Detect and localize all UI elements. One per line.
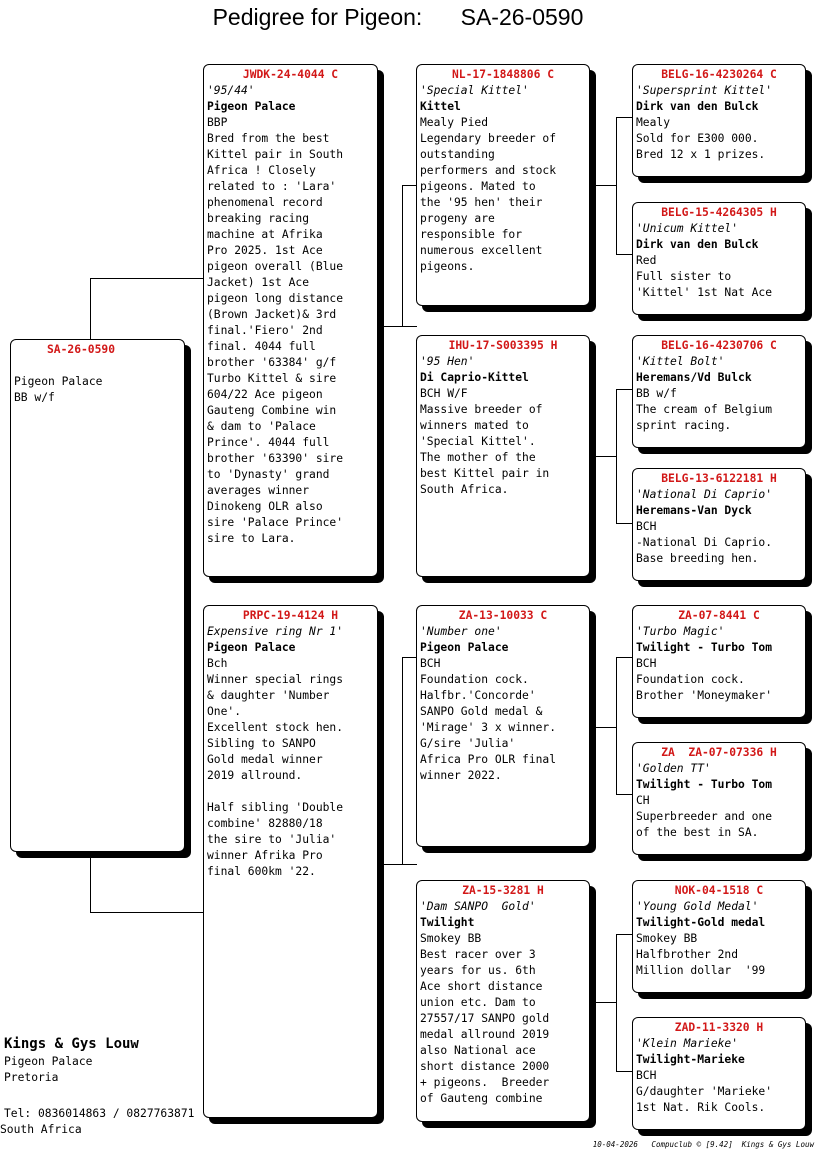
owner: Twilight-Marieke (636, 1053, 745, 1066)
ring-number: JWDK-24-4044 C (242, 68, 339, 81)
connector-dam-dd (402, 864, 417, 865)
sire-card[interactable] (203, 64, 378, 577)
owner: Dirk van den Bulck (636, 100, 759, 113)
owner: Twilight - Turbo Tom (636, 778, 773, 791)
colour: BCH (636, 657, 657, 670)
breeder-name: Kings & Gys Louw (4, 1036, 139, 1052)
notes: G/daughter 'Marieke' 1st Nat. Rik Cools. (636, 1085, 773, 1114)
colour: CH (636, 794, 650, 807)
owner: Kittel (420, 100, 461, 113)
notes: Legendary breeder of outstanding performers and stock pigeons. Mated to the '95 hen' their progeny are responsible for numerous excellent pigeons. (420, 132, 557, 273)
notes: Full sister to 'Kittel' 1st Nat Ace (636, 270, 773, 299)
notes: Halfbrother 2nd Million dollar '99 (636, 948, 766, 977)
pigeon-name: 'Klein Marieke' (636, 1037, 739, 1050)
connector-dd-ddd (616, 1071, 632, 1072)
notes: Sold for E300 000. Bred 12 x 1 prizes. (636, 132, 766, 161)
notes: -National Di Caprio. Base breeding hen. (636, 536, 773, 565)
pigeon-name: '95/44' (207, 84, 255, 97)
notes: Foundation cock. Halfbr.'Concorde' SANPO Gold medal & 'Mirage' 3 x winner. G/sire 'Julia' Africa Pro OLR final winner 2022. (420, 673, 557, 782)
owner: Pigeon Palace (14, 375, 103, 388)
pigeon-name: 'National Di Caprio' (636, 488, 773, 501)
connector-ds-dsd (616, 794, 632, 795)
owner: Twilight (420, 916, 475, 929)
owner: Pigeon Palace (420, 641, 509, 654)
connector-sd-sdd (616, 523, 632, 524)
connector-dam-v (402, 657, 403, 865)
ring-number: NL-17-1848806 C (451, 68, 555, 81)
pigeon-name: 'Supersprint Kittel' (636, 84, 773, 97)
pigeon-name: '95 Hen' (420, 355, 475, 368)
pigeon-name: 'Turbo Magic' (636, 625, 725, 638)
connector-ds-dss (616, 657, 632, 658)
colour: BCH W/F (420, 387, 468, 400)
colour: Mealy Pied (420, 116, 489, 129)
page-title: Pedigree for Pigeon: SA-26-0590 (212, 4, 584, 30)
connector-subject-dam-h (90, 912, 204, 913)
pigeon-name: 'Kittel Bolt' (636, 355, 725, 368)
dam-dam-card[interactable] (416, 880, 590, 1122)
ring-number: BELG-13-6122181 H (661, 472, 777, 485)
pigeon-name: Expensive ring Nr 1' (207, 625, 344, 638)
connector-sire (378, 326, 402, 327)
owner: Pigeon Palace (207, 641, 296, 654)
connector-subject-sire-h (90, 278, 204, 279)
ring-number: BELG-16-4230264 C (661, 68, 777, 81)
connector-dd-dds (616, 934, 632, 935)
pigeon-name: 'Number one' (420, 625, 502, 638)
connector-dam-ds (402, 657, 417, 658)
breeder-info (4, 1034, 214, 1086)
dss-card[interactable] (632, 605, 806, 718)
colour: Smokey BB (636, 932, 698, 945)
connector-subject-dam (90, 852, 91, 913)
ring-number: ZA-13-10033 C (458, 609, 548, 622)
breeder-country: South Africa (0, 1123, 82, 1136)
connector-sd-sds (616, 389, 632, 390)
owner: Pigeon Palace (207, 100, 296, 113)
owner: Di Caprio-Kittel (420, 371, 529, 384)
ring-number: ZAD-11-3320 H (674, 1021, 764, 1034)
notes: Superbreeder and one of the best in SA. (636, 810, 773, 839)
ring-number: PRPC-19-4124 H (242, 609, 339, 622)
dds-card[interactable] (632, 880, 806, 993)
connector-ds-v (616, 657, 617, 795)
colour: BB w/f (14, 391, 55, 404)
dam-card[interactable] (203, 605, 378, 1118)
connector-sire-sd (402, 326, 417, 327)
ssd-card[interactable] (632, 202, 806, 315)
sss-card[interactable] (632, 64, 806, 177)
pigeon-name: 'Unicum Kittel' (636, 222, 739, 235)
dam-sire-card[interactable] (416, 605, 590, 847)
owner: Twilight - Turbo Tom (636, 641, 773, 654)
connector-ss-sss (616, 117, 632, 118)
connector-ds (590, 727, 616, 728)
breeder-city: Pretoria (4, 1071, 59, 1084)
colour: BB w/f (636, 387, 677, 400)
connector-dam (378, 864, 402, 865)
notes: The cream of Belgium sprint racing. (636, 403, 773, 432)
connector-sire-ss (402, 185, 417, 186)
ring-number: BELG-15-4264305 H (661, 206, 777, 219)
pigeon-name: 'Golden TT' (636, 762, 711, 775)
owner: Heremans-Van Dyck (636, 504, 752, 517)
ring-number: IHU-17-S003395 H (448, 339, 558, 352)
notes: Best racer over 3 years for us. 6th Ace short distance union etc. Dam to 27557/17 SANPO gold medal allround 2019 also National ace short distance 2000 + pigeons. Breeder of Gauteng combine (420, 948, 550, 1105)
colour: BCH (420, 657, 441, 670)
connector-sd-v (616, 389, 617, 524)
ring-number: ZA-07-8441 C (678, 609, 760, 622)
subject-card[interactable] (10, 339, 185, 852)
pigeon-name: 'Dam SANPO Gold' (420, 900, 536, 913)
owner: Heremans/Vd Bulck (636, 371, 752, 384)
ring-number: ZA ZA-07-07336 H (661, 746, 777, 759)
breeder-telephone: Tel: 0836014863 / 0827763871 (4, 1107, 195, 1120)
notes: Foundation cock. Brother 'Moneymaker' (636, 673, 773, 702)
ring-number: ZA-15-3281 H (462, 884, 544, 897)
owner: Dirk van den Bulck (636, 238, 759, 251)
colour: BBP (207, 116, 228, 129)
connector-subject-sire (90, 278, 91, 340)
sdd-card[interactable] (632, 468, 806, 581)
pigeon-name: 'Special Kittel' (420, 84, 529, 97)
connector-ss (590, 185, 616, 186)
colour: Bch (207, 657, 228, 670)
notes: Bred from the best Kittel pair in South Africa ! Closely related to : 'Lara' phenomenal record breaking racing machine at Afrika Pro 2025. 1st Ace pigeon overall (Blue Jacket) 1st Ace pigeon long distance (Brown Jacket)& 3rd final.'Fiero' 2nd final. 4044 full brother '63384' g/f Turbo Kittel & sire 604/22 Ace pigeon Gauteng Combine win & dam to 'Palace Prince'. 4044 full brother '63390' sire to 'Dynasty' grand averages winner Dinokeng OLR also sire 'Palace Prince' sire to Lara. (207, 132, 344, 545)
connector-dd (590, 1002, 616, 1003)
footer-credit: 10-04-2026 Compuclub © [9.42] Kings & Gys Louw (592, 1140, 814, 1149)
sire-dam-card[interactable] (416, 335, 590, 577)
ring-number: BELG-16-4230706 C (661, 339, 777, 352)
ring-number: SA-26-0590 (47, 343, 116, 356)
colour: BCH (636, 520, 657, 533)
ddd-card[interactable] (632, 1017, 806, 1130)
dsd-card[interactable] (632, 742, 806, 855)
ring-number: NOK-04-1518 C (674, 884, 764, 897)
connector-sire-v (402, 185, 403, 327)
owner: Twilight-Gold medal (636, 916, 766, 929)
notes: Massive breeder of winners mated to 'Special Kittel'. The mother of the best Kittel pair in South Africa. (420, 403, 550, 496)
colour: Smokey BB (420, 932, 482, 945)
pigeon-name: 'Young Gold Medal' (636, 900, 759, 913)
connector-sd (590, 456, 616, 457)
breeder-loft: Pigeon Palace (4, 1055, 93, 1068)
notes: Winner special rings & daughter 'Number One'. Excellent stock hen. Sibling to SANPO Gold medal winner 2019 allround. Half sibling 'Double combine' 82880/18 the sire to 'Julia' winner Afrika Pro final 600km '22. (207, 673, 344, 878)
connector-dd-v (616, 934, 617, 1072)
connector-ss-v (616, 117, 617, 255)
sds-card[interactable] (632, 335, 806, 448)
colour: Mealy (636, 116, 671, 129)
sire-sire-card[interactable] (416, 64, 590, 306)
colour: Red (636, 254, 657, 267)
colour: BCH (636, 1069, 657, 1082)
connector-ss-ssd (616, 254, 632, 255)
